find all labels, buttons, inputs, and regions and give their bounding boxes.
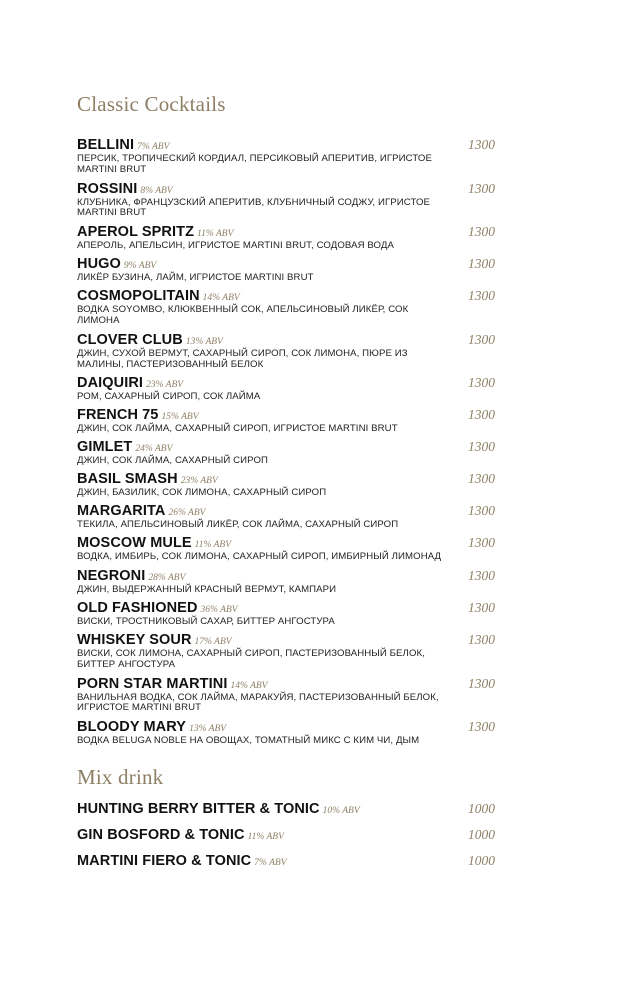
item-abv: 8% ABV bbox=[140, 185, 173, 196]
item-name: WHISKEY SOUR bbox=[77, 632, 192, 649]
item-name: COSMOPOLITAIN bbox=[77, 288, 200, 305]
item-abv: 23% ABV bbox=[146, 380, 184, 391]
item-name: BELLINI bbox=[77, 137, 135, 153]
item-description: ДЖИН, СОК ЛАЙМА, САХАРНЫЙ СИРОП bbox=[77, 455, 269, 467]
item-name: DAIQUIRI bbox=[77, 375, 144, 392]
item-title-line bbox=[77, 718, 497, 736]
item-abv: 36% ABV bbox=[200, 605, 238, 616]
item-description: АПЕРОЛЬ, АПЕЛЬСИН, ИГРИСТОЕ MARTINI BRUT, СОДОВАЯ ВОДА bbox=[77, 240, 394, 252]
item-abv: 23% ABV bbox=[180, 476, 218, 487]
menu-item bbox=[77, 287, 497, 327]
item-title-line bbox=[77, 255, 497, 273]
item-description: ДЖИН, БАЗИЛИК, СОК ЛИМОНА, САХАРНЫЙ СИРОП bbox=[77, 487, 327, 499]
menu-item bbox=[77, 852, 497, 870]
item-abv: 26% ABV bbox=[168, 508, 206, 519]
item-abv: 11% ABV bbox=[247, 832, 284, 842]
item-title-line bbox=[77, 852, 497, 870]
item-title-line bbox=[77, 567, 497, 585]
item-abv: 14% ABV bbox=[230, 680, 268, 691]
item-title-line bbox=[77, 180, 497, 198]
menu-item bbox=[77, 374, 497, 403]
item-price: 1300 bbox=[468, 503, 495, 519]
item-name: MARTINI FIERO & TONIC bbox=[77, 853, 252, 869]
item-name: OLD FASHIONED bbox=[77, 600, 198, 617]
item-abv: 17% ABV bbox=[194, 637, 232, 648]
item-description: ТЕКИЛА, АПЕЛЬСИНОВЫЙ ЛИКЁР, СОК ЛАЙМА, САХАРНЫЙ СИРОП bbox=[77, 519, 399, 531]
item-title-line bbox=[77, 631, 497, 649]
item-title-line bbox=[77, 599, 497, 617]
menu-item bbox=[77, 675, 497, 715]
item-name: NEGRONI bbox=[77, 568, 146, 585]
item-price: 1300 bbox=[468, 375, 495, 391]
item-description: ДЖИН, СУХОЙ ВЕРМУТ, САХАРНЫЙ СИРОП, СОК ЛИМОНА, ПЮРЕ ИЗ МАЛИНЫ, ПАСТЕРИЗОВАННЫЙ БЕЛОК bbox=[77, 347, 408, 370]
item-price: 1300 bbox=[468, 568, 495, 584]
menu-item bbox=[77, 599, 497, 628]
mix-drink-title: Mix drink bbox=[77, 765, 164, 789]
item-description: ВИСКИ, ТРОСТНИКОВЫЙ САХАР, БИТТЕР АНГОСТУРА bbox=[77, 616, 335, 628]
item-title-line bbox=[77, 438, 497, 456]
item-description: ВОДКА, ИМБИРЬ, СОК ЛИМОНА, САХАРНЫЙ СИРОП, ИМБИРНЫЙ ЛИМОНАД bbox=[77, 551, 442, 563]
item-price: 1300 bbox=[468, 180, 495, 196]
item-price: 1300 bbox=[468, 137, 495, 152]
mix-drink-list bbox=[77, 800, 497, 878]
menu-item bbox=[77, 438, 497, 467]
item-name: MARGARITA bbox=[77, 503, 166, 520]
item-price: 1000 bbox=[468, 827, 495, 842]
item-name: BASIL SMASH bbox=[77, 471, 178, 488]
item-title-line bbox=[77, 223, 497, 241]
item-price: 1000 bbox=[468, 853, 495, 868]
menu-item bbox=[77, 800, 497, 818]
item-price: 1300 bbox=[468, 600, 495, 616]
item-name: FRENCH 75 bbox=[77, 407, 159, 424]
item-price: 1300 bbox=[468, 439, 495, 455]
item-abv: 28% ABV bbox=[148, 573, 186, 584]
item-title-line bbox=[77, 331, 497, 349]
item-abv: 14% ABV bbox=[202, 293, 240, 304]
item-abv: 13% ABV bbox=[189, 724, 227, 735]
item-name: PORN STAR MARTINI bbox=[77, 675, 228, 692]
item-name: HUNTING BERRY BITTER & TONIC bbox=[77, 801, 320, 817]
menu-item bbox=[77, 331, 497, 371]
item-price: 1300 bbox=[468, 719, 495, 735]
item-title-line bbox=[77, 406, 497, 424]
menu-item bbox=[77, 136, 497, 176]
item-abv: 13% ABV bbox=[185, 336, 223, 347]
item-abv: 11% ABV bbox=[194, 540, 231, 551]
item-description: РОМ, САХАРНЫЙ СИРОП, СОК ЛАЙМА bbox=[77, 391, 261, 403]
item-abv: 10% ABV bbox=[322, 806, 360, 816]
item-abv: 7% ABV bbox=[254, 858, 287, 868]
item-name: APEROL SPRITZ bbox=[77, 224, 195, 241]
item-name: GIN BOSFORD & TONIC bbox=[77, 827, 245, 843]
item-abv: 11% ABV bbox=[197, 229, 234, 240]
classic-cocktails-title: Classic Cocktails bbox=[77, 92, 226, 116]
item-name: MOSCOW MULE bbox=[77, 535, 192, 552]
item-title-line bbox=[77, 136, 497, 154]
item-name: ROSSINI bbox=[77, 180, 138, 197]
item-description: ДЖИН, ВЫДЕРЖАННЫЙ КРАСНЫЙ ВЕРМУТ, КАМПАРИ bbox=[77, 584, 337, 596]
item-price: 1300 bbox=[468, 288, 495, 304]
item-price: 1000 bbox=[468, 801, 495, 816]
item-description: ЛИКЁР БУЗИНА, ЛАЙМ, ИГРИСТОЕ MARTINI BRUT bbox=[77, 272, 314, 284]
item-title-line bbox=[77, 287, 497, 305]
menu-item bbox=[77, 223, 497, 252]
item-title-line bbox=[77, 534, 497, 552]
item-title-line bbox=[77, 675, 497, 693]
item-description: ДЖИН, СОК ЛАЙМА, САХАРНЫЙ СИРОП, ИГРИСТОЕ MARTINI BRUT bbox=[77, 423, 398, 435]
item-price: 1300 bbox=[468, 407, 495, 423]
menu-item bbox=[77, 180, 497, 220]
menu-item bbox=[77, 567, 497, 596]
menu-item bbox=[77, 255, 497, 284]
menu-item bbox=[77, 502, 497, 531]
item-description: ВИСКИ, СОК ЛИМОНА, САХАРНЫЙ СИРОП, ПАСТЕРИЗОВАННЫЙ БЕЛОК, БИТТЕР АНГОСТУРА bbox=[77, 648, 425, 670]
item-abv: 24% ABV bbox=[135, 444, 173, 455]
item-title-line bbox=[77, 800, 497, 818]
item-price: 1300 bbox=[468, 256, 495, 272]
item-price: 1300 bbox=[468, 331, 495, 347]
menu-item bbox=[77, 406, 497, 435]
item-title-line bbox=[77, 470, 497, 488]
item-abv: 7% ABV bbox=[137, 142, 170, 152]
item-description: КЛУБНИКА, ФРАНЦУЗСКИЙ АПЕРИТИВ, КЛУБНИЧНЫЙ СОДЖУ, ИГРИСТОЕ MARTINI BRUT bbox=[77, 196, 431, 219]
item-description: ПЕРСИК, ТРОПИЧЕСКИЙ КОРДИАЛ, ПЕРСИКОВЫЙ АПЕРИТИВ, ИГРИСТОЕ MARTINI BRUT bbox=[77, 153, 432, 175]
item-price: 1300 bbox=[468, 471, 495, 487]
item-title-line bbox=[77, 374, 497, 392]
menu-item bbox=[77, 826, 497, 844]
item-price: 1300 bbox=[468, 224, 495, 240]
item-price: 1300 bbox=[468, 535, 495, 551]
item-abv: 15% ABV bbox=[161, 412, 199, 423]
item-description: ВОДКА SOYOMBO, КЛЮКВЕННЫЙ СОК, АПЕЛЬСИНОВЫЙ ЛИКЁР, СОК ЛИМОНА bbox=[77, 304, 409, 326]
item-price: 1300 bbox=[468, 632, 495, 648]
classic-cocktails-list bbox=[77, 136, 497, 750]
item-name: CLOVER CLUB bbox=[77, 331, 183, 348]
item-description: ВАНИЛЬНАЯ ВОДКА, СОК ЛАЙМА, МАРАКУЙЯ, ПАСТЕРИЗОВАННЫЙ БЕЛОК, ИГРИСТОЕ MARTINI BRUT bbox=[77, 691, 439, 714]
item-name: GIMLET bbox=[77, 439, 133, 456]
item-title-line bbox=[77, 826, 497, 844]
item-name: HUGO bbox=[77, 256, 121, 273]
item-title-line bbox=[77, 502, 497, 520]
menu-item bbox=[77, 631, 497, 671]
item-price: 1300 bbox=[468, 675, 495, 691]
menu-item bbox=[77, 534, 497, 563]
item-abv: 9% ABV bbox=[123, 261, 157, 272]
menu-item bbox=[77, 470, 497, 499]
menu-item bbox=[77, 718, 497, 747]
item-description: ВОДКА BELUGA NOBLE НА ОВОЩАХ, ТОМАТНЫЙ МИКС С КИМ ЧИ, ДЫМ bbox=[77, 735, 420, 747]
item-name: BLOODY MARY bbox=[77, 719, 187, 736]
